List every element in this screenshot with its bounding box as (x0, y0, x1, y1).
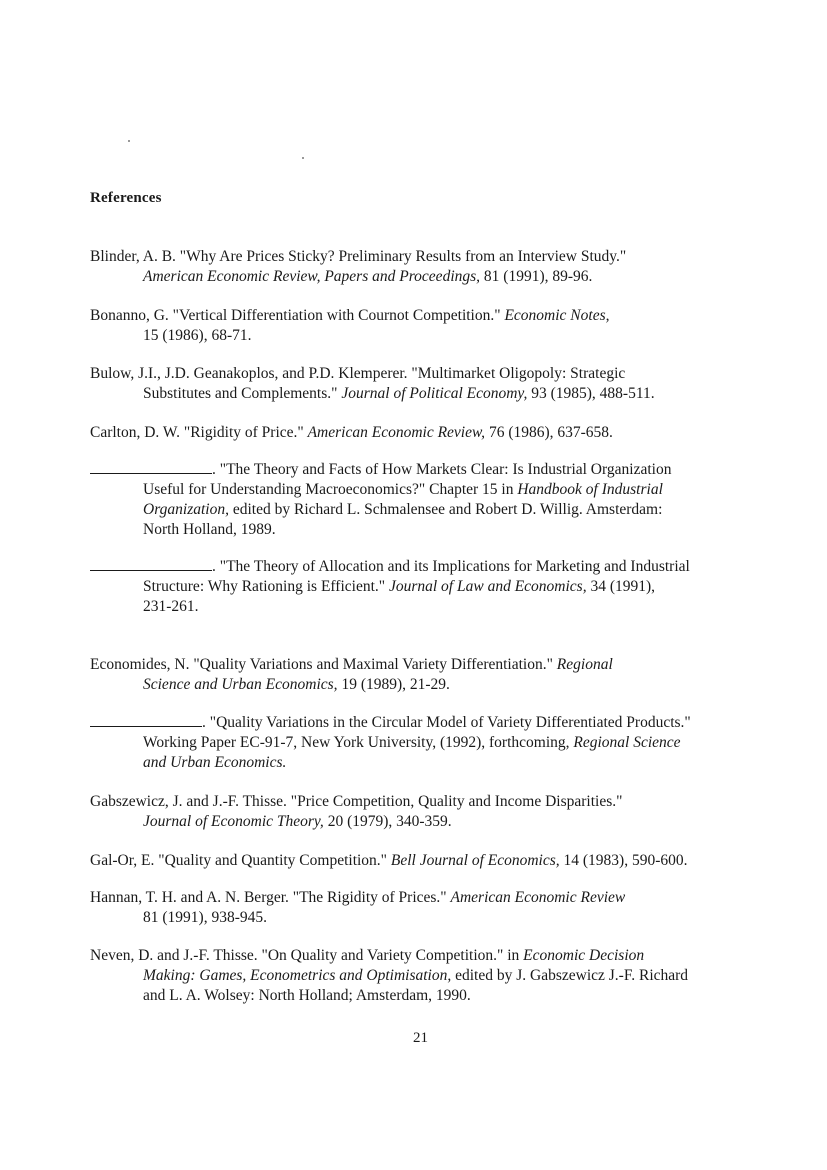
reference-carlton-1986: Carlton, D. W. "Rigidity of Price." American Economic Review, 76 (1986), 637-658. (90, 424, 613, 441)
scan-speck (128, 140, 130, 142)
ditto-rule (90, 714, 202, 727)
ditto-rule (90, 461, 212, 474)
reference-gabszewicz: Gabszewicz, J. and J.-F. Thisse. "Price Competition, Quality and Income Disparities." Journal of Economic Theory, 20 (1979), 340-359. (90, 793, 623, 830)
page-number: 21 (413, 1030, 428, 1046)
references-heading: References (90, 190, 162, 206)
scan-speck (302, 157, 304, 159)
reference-blinder: Blinder, A. B. "Why Are Prices Sticky? Preliminary Results from an Interview Study." American Economic Review, Papers and Proceedings, 81 (1991), 89-96. (90, 248, 627, 285)
reference-bulow: Bulow, J.I., J.D. Geanakoplos, and P.D. Klemperer. "Multimarket Oligopoly: Strategic Substitutes and Complements." Journal of Political Economy, 93 (1985), 488-511. (90, 365, 655, 402)
reference-hannan: Hannan, T. H. and A. N. Berger. "The Rigidity of Prices." American Economic Review 81 (1991), 938-945. (90, 889, 626, 926)
reference-carlton-1989: . "The Theory and Facts of How Markets Clear: Is Industrial Organization Useful for Understanding Macroeconomics?" Chapter 15 in Handbook of Industrial Organization, edited by Richard L. Schmalensee and Robert D. Willig. Amsterdam: North Holland, 1989. (90, 460, 750, 540)
reference-economides-1992: . "Quality Variations in the Circular Model of Variety Differentiated Products." Working Paper EC-91-7, New York University, (1992), forthcoming, Regional Science and Urban Economics. (90, 713, 750, 773)
reference-bonanno: Bonanno, G. "Vertical Differentiation with Cournot Competition." Economic Notes, 15 (1986), 68-71. (90, 307, 610, 344)
reference-carlton-1991: . "The Theory of Allocation and its Implications for Marketing and Industrial Structure: Why Rationing is Efficient." Journal of Law and Economics, 34 (1991), 231-261. (90, 557, 750, 617)
ditto-rule (90, 558, 212, 571)
reference-economides-1989: Economides, N. "Quality Variations and Maximal Variety Differentiation." Regional Science and Urban Economics, 19 (1989), 21-29. (90, 656, 613, 693)
reference-gal-or: Gal-Or, E. "Quality and Quantity Competition." Bell Journal of Economics, 14 (1983), 590-600. (90, 852, 688, 869)
reference-neven: Neven, D. and J.-F. Thisse. "On Quality and Variety Competition." in Economic Decision Making: Games, Econometrics and Optimisation, edited by J. Gabszewicz J.-F. Richard and L. A. Wolsey: North Holland; Amsterdam, 1990. (90, 947, 689, 1004)
